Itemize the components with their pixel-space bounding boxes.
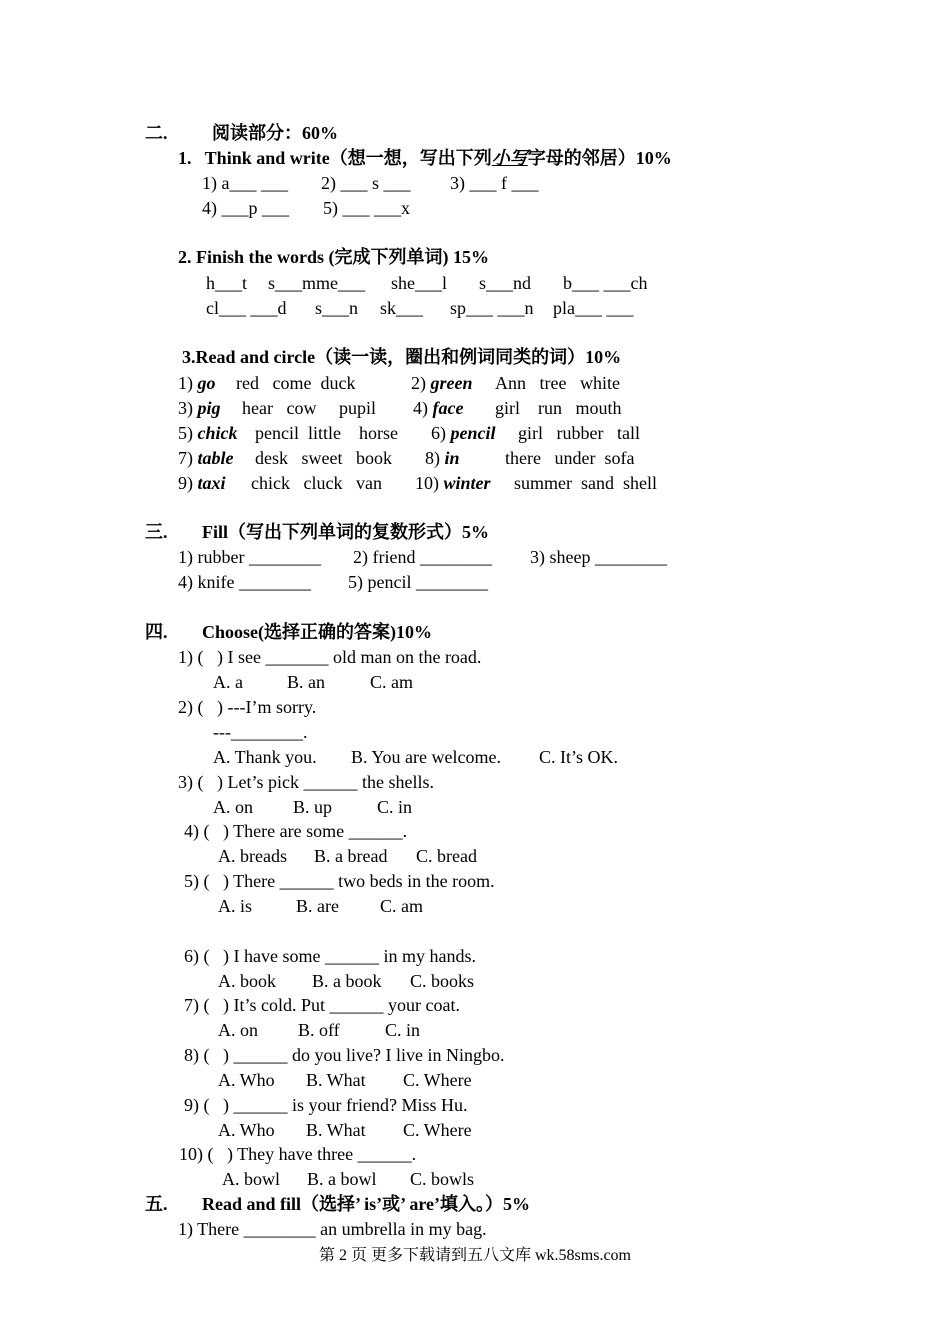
q3-item: 2) green <box>411 373 473 393</box>
q3-options: girl rubber tall <box>518 423 640 443</box>
q3-options: Ann tree white <box>495 373 620 393</box>
q2-word: h___t <box>206 273 248 293</box>
q1-item: 2) ___ s ___ <box>321 173 411 193</box>
q2-word: sp___ ___n <box>450 298 534 318</box>
q2-title: 2. Finish the words (完成下列单词) 15% <box>178 247 490 267</box>
section-5-title: Read and fill（选择’ is’或’ are’填入。）5% <box>202 1194 530 1214</box>
q2-word: cl___ ___d <box>206 298 287 318</box>
choose-option: A. Who <box>218 1070 275 1090</box>
choose-option: C. bowls <box>410 1169 475 1189</box>
q3-item: 4) face <box>413 398 464 418</box>
q2-word: s___nd <box>479 273 532 293</box>
fill-item: 5) pencil ________ <box>348 572 488 592</box>
page-footer: 第 2 页 更多下载请到五八文库 wk.58sms.com <box>318 1247 631 1264</box>
section-2-number: 二. <box>145 123 168 143</box>
q1-item: 5) ___ ___x <box>323 198 410 218</box>
readfill-question: 1) There ________ an umbrella in my bag. <box>178 1219 487 1239</box>
choose-option: B. are <box>296 896 339 916</box>
choose-option: A. on <box>213 797 253 817</box>
choose-option: C. in <box>385 1020 421 1040</box>
q3-options: girl run mouth <box>495 398 622 418</box>
choose-option: B. a bowl <box>307 1169 377 1189</box>
choose-option: C. It’s OK. <box>539 747 619 767</box>
choose-option: A. on <box>218 1020 258 1040</box>
section-5-number: 五. <box>145 1194 168 1214</box>
choose-option: C. am <box>370 672 413 692</box>
section-3-number: 三. <box>145 522 168 542</box>
choose-option: A. Who <box>218 1120 275 1140</box>
choose-option: A. breads <box>218 846 287 866</box>
choose-option: C. am <box>380 896 423 916</box>
q3-item: 7) table <box>178 448 234 468</box>
q3-item: 10) winter <box>415 473 491 493</box>
q2-word: b___ ___ch <box>563 273 648 293</box>
choose-question: 2) ( ) ---I’m sorry. <box>178 697 317 717</box>
q1-item: 4) ___p ___ <box>202 198 289 218</box>
choose-question: 1) ( ) I see _______ old man on the road. <box>178 647 482 667</box>
q3-item: 5) chick <box>178 423 238 443</box>
q3-options: desk sweet book <box>255 448 392 468</box>
q3-item: 9) taxi <box>178 473 226 493</box>
section-2-title: 阅读部分：60% <box>212 123 338 143</box>
choose-question: 4) ( ) There are some ______. <box>184 821 408 841</box>
choose-option: A. is <box>218 896 253 916</box>
choose-option: B. an <box>287 672 325 692</box>
q1-title: 1. Think and write（想一想，写出下列小写字母的邻居）10% <box>178 148 672 168</box>
choose-question: 10) ( ) They have three ______. <box>179 1144 417 1164</box>
fill-item: 1) rubber ________ <box>178 547 321 567</box>
q2-word: pla___ ___ <box>553 298 634 318</box>
choose-option: C. in <box>377 797 413 817</box>
choose-option: C. bread <box>416 846 477 866</box>
section-4-number: 四. <box>145 622 168 642</box>
choose-question: 6) ( ) I have some ______ in my hands. <box>184 946 476 966</box>
choose-question: 7) ( ) It’s cold. Put ______ your coat. <box>184 995 460 1015</box>
choose-option: B. a bread <box>314 846 388 866</box>
q3-item: 6) pencil <box>431 423 496 443</box>
choose-option: A. bowl <box>222 1169 280 1189</box>
q3-options: hear cow pupil <box>242 398 376 418</box>
q3-options: there under sofa <box>505 448 635 468</box>
q3-options: red come duck <box>236 373 356 393</box>
q3-options: summer sand shell <box>514 473 657 493</box>
choose-option: B. up <box>293 797 333 817</box>
choose-option: C. books <box>410 971 475 991</box>
q2-word: s___mme___ <box>268 273 365 293</box>
choose-option: B. You are welcome. <box>351 747 501 767</box>
section-4-title: Choose(选择正确的答案)10% <box>202 622 432 642</box>
q1-item: 1) a___ ___ <box>202 173 288 193</box>
q2-word: s___n <box>315 298 359 318</box>
fill-item: 4) knife ________ <box>178 572 311 592</box>
fill-item: 2) friend ________ <box>353 547 492 567</box>
choose-question: 5) ( ) There ______ two beds in the room. <box>184 871 495 891</box>
q3-item: 8) in <box>425 448 460 468</box>
choose-option: B. a book <box>312 971 382 991</box>
q1-item: 3) ___ f ___ <box>450 173 539 193</box>
choose-option: A. book <box>218 971 276 991</box>
choose-option: A. Thank you. <box>213 747 317 767</box>
q2-word: she___l <box>391 273 447 293</box>
choose-question: 8) ( ) ______ do you live? I live in Ningbo. <box>184 1045 505 1065</box>
section-3-title: Fill（写出下列单词的复数形式）5% <box>202 522 489 542</box>
fill-item: 3) sheep ________ <box>530 547 667 567</box>
q3-item: 1) go <box>178 373 216 393</box>
choose-option: B. off <box>298 1020 340 1040</box>
q2-word: sk___ <box>380 298 424 318</box>
q3-options: pencil little horse <box>255 423 398 443</box>
q3-title: 3.Read and circle（读一读，圈出和例词同类的词）10% <box>182 347 622 367</box>
choose-question: 3) ( ) Let’s pick ______ the shells. <box>178 772 434 792</box>
q3-options: chick cluck van <box>251 473 382 493</box>
q3-item: 3) pig <box>178 398 221 418</box>
choose-option: B. What <box>306 1120 366 1140</box>
choose-option: A. a <box>213 672 243 692</box>
choose-question-line2: ---________. <box>213 722 308 742</box>
choose-option: C. Where <box>403 1070 472 1090</box>
choose-option: C. Where <box>403 1120 472 1140</box>
choose-question: 9) ( ) ______ is your friend? Miss Hu. <box>184 1095 468 1115</box>
choose-option: B. What <box>306 1070 366 1090</box>
